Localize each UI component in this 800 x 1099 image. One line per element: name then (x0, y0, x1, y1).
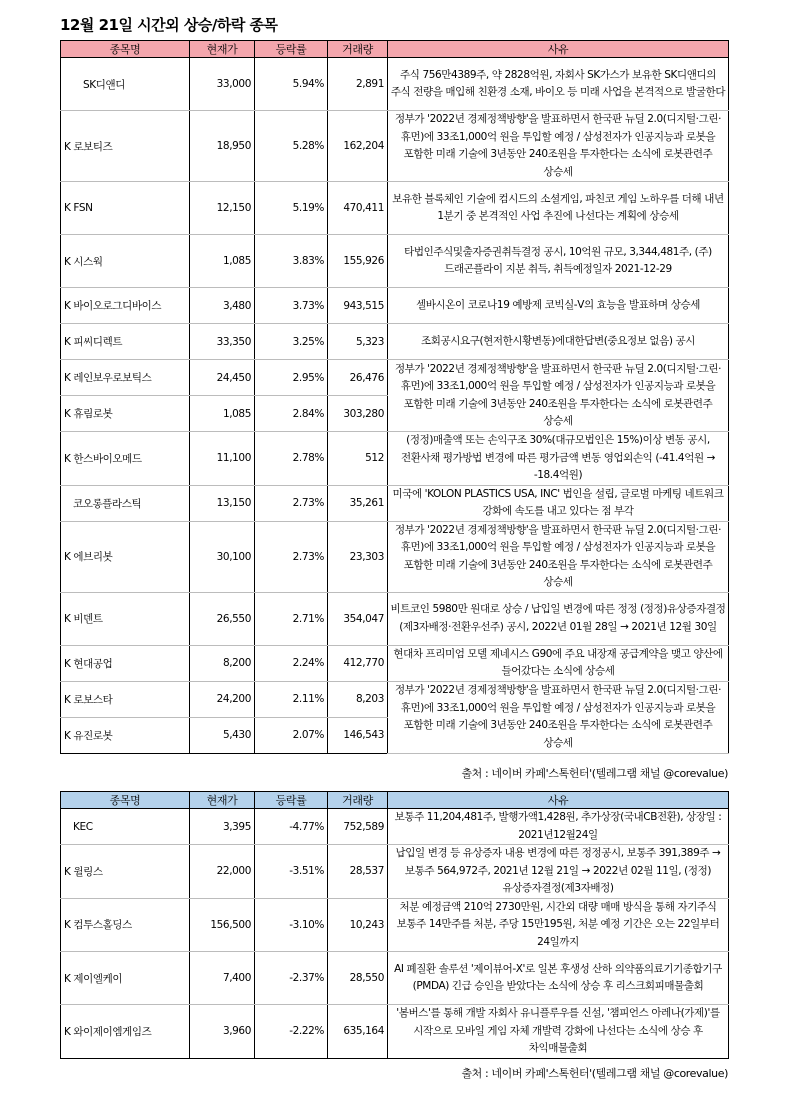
header-rate: 등락률 (255, 792, 328, 809)
stock-reason: 보통주 11,204,481주, 발행가액1,428원, 추가상장(국내CB전환), 상장일 : 2021년12월24일 (388, 809, 729, 845)
stock-rate: 2.24% (255, 645, 328, 681)
stock-name: K 피씨디렉트 (61, 324, 190, 360)
stock-price: 13,150 (190, 485, 255, 521)
stock-rate: -2.22% (255, 1005, 328, 1059)
stock-rate: -3.51% (255, 845, 328, 899)
stock-rate: 3.73% (255, 288, 328, 324)
stock-rate: 2.07% (255, 717, 328, 753)
stock-rate: 2.95% (255, 360, 328, 396)
table-row (61, 898, 729, 952)
stock-volume: 26,476 (328, 360, 388, 396)
stock-reason: 처분 예정금액 210억 2730만원, 시간외 대량 매매 방식을 통해 자기주식 보통주 14만주를 처분, 주당 15만195원, 처분 예정 기간은 오는 22일부터 24일까지 (388, 898, 729, 952)
stock-reason: 정부가 '2022년 경제정책방향'을 발표하면서 한국판 뉴딜 2.0(디지털·그린·휴먼)에 33조1,000억 원을 투입할 예정 / 삼성전자가 인공지능과 로봇을 포함한 미래 기술에 3년동안 240조원을 투자한다는 소식에 로봇관련주 상승세 (388, 111, 729, 182)
stock-name: K FSN (61, 182, 190, 235)
stock-volume: 943,515 (328, 288, 388, 324)
stock-name: KEC (61, 809, 190, 845)
stock-reason-merged: 정부가 '2022년 경제정책방향'을 발표하면서 한국판 뉴딜 2.0(디지털·그린·휴먼)에 33조1,000억 원을 투입할 예정 / 삼성전자가 인공지능과 로봇을 포함한 미래 기술에 3년동안 240조원을 투자한다는 소식에 로봇관련주 상승세 (388, 360, 729, 432)
stock-rate: -2.37% (255, 952, 328, 1005)
stock-name: K 시스웍 (61, 235, 190, 288)
header-name: 종목명 (61, 792, 190, 809)
stock-reason: 납입일 변경 등 유상증자 내용 변경에 따른 정정공시, 보통주 391,389주 → 보통주 564,972주, 2021년 12월 21일 → 2022년 02월 11일, (정정)유상증자결정(제3자배정) (388, 845, 729, 899)
header-price: 현재가 (190, 792, 255, 809)
table-row (61, 360, 729, 396)
stock-reason: AI 폐질환 솔루션 '제이뷰어-X'로 일본 후생성 산하 의약품의료기기종합기구(PMDA) 긴급 승인을 받았다는 소식에 상승 후 리스크회피매물출회 (388, 952, 729, 1005)
stock-reason: 셀바시온이 코로나19 예방제 코빅실-V의 효능을 발표하며 상승세 (388, 288, 729, 324)
stock-price: 8,200 (190, 645, 255, 681)
stock-name: K 로보티즈 (61, 111, 190, 182)
table-row (61, 809, 729, 845)
stock-reason: 비트코인 5980만 원대로 상승 / 납입일 변경에 따른 정정 (정정)유상증자결정(제3자배정·전환우선주) 공시, 2022년 01월 28일 → 2021년 12월 30일 (388, 592, 729, 645)
falling-stocks-table (60, 791, 729, 1059)
header-volume: 거래량 (328, 792, 388, 809)
stock-price: 33,350 (190, 324, 255, 360)
stock-name: 코오롱플라스틱 (61, 485, 190, 521)
table-row (61, 324, 729, 360)
stock-reason: 조회공시요구(현저한시황변동)에대한답변(중요정보 없음) 공시 (388, 324, 729, 360)
stock-name: K 에브리봇 (61, 521, 190, 592)
table-row (61, 432, 729, 486)
stock-volume: 28,537 (328, 845, 388, 899)
stock-reason: 정부가 '2022년 경제정책방향'을 발표하면서 한국판 뉴딜 2.0(디지털·그린·휴먼)에 33조1,000억 원을 투입할 예정 / 삼성전자가 인공지능과 로봇을 포함한 미래 기술에 3년동안 240조원을 투자한다는 소식에 로봇관련주 상승세 (388, 521, 729, 592)
stock-price: 5,430 (190, 717, 255, 753)
stock-price: 7,400 (190, 952, 255, 1005)
stock-price: 22,000 (190, 845, 255, 899)
stock-name: K 비덴트 (61, 592, 190, 645)
stock-volume: 752,589 (328, 809, 388, 845)
table-row (61, 288, 729, 324)
stock-name: K 현대공업 (61, 645, 190, 681)
stock-reason: 미국에 'KOLON PLASTICS USA, INC' 법인을 설립, 글로벌 마케팅 네트워크 강화에 속도를 내고 있다는 점 부각 (388, 485, 729, 521)
table-row (61, 58, 729, 111)
stock-volume: 412,770 (328, 645, 388, 681)
stock-price: 3,395 (190, 809, 255, 845)
table-header-row (61, 41, 729, 58)
table-row (61, 645, 729, 681)
stock-reason: 타법인주식및출자증권취득결정 공시, 10억원 규모, 3,344,481주, (주)드래곤플라이 지분 취득, 취득예정일자 2021-12-29 (388, 235, 729, 288)
stock-name: SK디앤디 (61, 58, 190, 111)
stock-reason: 현대차 프리미엄 모델 제네시스 G90에 주요 내장재 공급계약을 맺고 양산에 들어갔다는 소식에 상승세 (388, 645, 729, 681)
header-volume: 거래량 (328, 41, 388, 58)
stock-reason: 주식 756만4389주, 약 2828억원, 자회사 SK가스가 보유한 SK디앤디의 주식 전량을 매입해 친환경 소재, 바이오 등 미래 사업을 본격적으로 발굴한다 (388, 58, 729, 111)
stock-reason-merged: 정부가 '2022년 경제정책방향'을 발표하면서 한국판 뉴딜 2.0(디지털·그린·휴먼)에 33조1,000억 원을 투입할 예정 / 삼성전자가 인공지능과 로봇을 포함한 미래 기술에 3년동안 240조원을 투자한다는 소식에 로봇관련주 상승세 (388, 681, 729, 753)
stock-name: K 와이제이엠게임즈 (61, 1005, 190, 1059)
header-reason: 사유 (388, 792, 729, 809)
stock-price: 30,100 (190, 521, 255, 592)
table-row (61, 182, 729, 235)
stock-volume: 23,303 (328, 521, 388, 592)
stock-rate: 3.83% (255, 235, 328, 288)
stock-reason: '봄버스'를 통해 개발 자회사 유니플루우를 신설, '챔피언스 아레나(가제)'를 시작으로 모바일 게임 자체 개발력 강화에 나선다는 소식에 상승 후 차익매물출회 (388, 1005, 729, 1059)
stock-name: K 레인보우로보틱스 (61, 360, 190, 396)
stock-rate: 2.73% (255, 521, 328, 592)
stock-price: 33,000 (190, 58, 255, 111)
stock-rate: 3.25% (255, 324, 328, 360)
rising-stocks-table (60, 40, 729, 754)
stock-rate: 2.78% (255, 432, 328, 486)
stock-volume: 635,164 (328, 1005, 388, 1059)
stock-rate: 5.94% (255, 58, 328, 111)
stock-volume: 146,543 (328, 717, 388, 753)
table-row (61, 952, 729, 1005)
stock-price: 18,950 (190, 111, 255, 182)
stock-rate: -3.10% (255, 898, 328, 952)
stock-name: K 제이엘케이 (61, 952, 190, 1005)
stock-price: 3,480 (190, 288, 255, 324)
table-row (61, 235, 729, 288)
stock-price: 12,150 (190, 182, 255, 235)
stock-name: K 유진로봇 (61, 717, 190, 753)
stock-rate: 5.19% (255, 182, 328, 235)
stock-volume: 5,323 (328, 324, 388, 360)
stock-rate: 2.84% (255, 396, 328, 432)
stock-price: 3,960 (190, 1005, 255, 1059)
table-row (61, 592, 729, 645)
stock-reason: 보유한 블록체인 기술에 컴시드의 소셜게임, 파친코 게임 노하우를 더해 내년 1분기 중 본격적인 사업 추진에 나선다는 계획에 상승세 (388, 182, 729, 235)
page-title: 12월 21일 시간외 상승/하락 종목 (60, 16, 278, 34)
table-header-row (61, 792, 729, 809)
stock-volume: 35,261 (328, 485, 388, 521)
stock-name: K 한스바이오메드 (61, 432, 190, 486)
stock-name: K 윌링스 (61, 845, 190, 899)
stock-price: 1,085 (190, 235, 255, 288)
stock-price: 26,550 (190, 592, 255, 645)
stock-rate: 5.28% (255, 111, 328, 182)
stock-volume: 354,047 (328, 592, 388, 645)
stock-volume: 155,926 (328, 235, 388, 288)
stock-price: 24,200 (190, 681, 255, 717)
header-reason: 사유 (388, 41, 729, 58)
source-caption-rising: 출처 : 네이버 카페'스톡헌터'(텔레그램 채널 @corevalue) (461, 767, 728, 780)
stock-name: K 바이오로그디바이스 (61, 288, 190, 324)
stock-name: K 로보스타 (61, 681, 190, 717)
table-row (61, 1005, 729, 1059)
table-row (61, 845, 729, 899)
stock-price: 1,085 (190, 396, 255, 432)
stock-volume: 512 (328, 432, 388, 486)
stock-rate: 2.71% (255, 592, 328, 645)
stock-rate: 2.73% (255, 485, 328, 521)
stock-price: 24,450 (190, 360, 255, 396)
stock-price: 156,500 (190, 898, 255, 952)
stock-rate: -4.77% (255, 809, 328, 845)
stock-name: K 컴투스홀딩스 (61, 898, 190, 952)
table-row (61, 521, 729, 592)
stock-name: K 휴림로봇 (61, 396, 190, 432)
stock-price: 11,100 (190, 432, 255, 486)
header-rate: 등락률 (255, 41, 328, 58)
table-row (61, 485, 729, 521)
header-name: 종목명 (61, 41, 190, 58)
stock-rate: 2.11% (255, 681, 328, 717)
stock-volume: 2,891 (328, 58, 388, 111)
stock-volume: 8,203 (328, 681, 388, 717)
stock-volume: 10,243 (328, 898, 388, 952)
table-row (61, 111, 729, 182)
stock-volume: 470,411 (328, 182, 388, 235)
stock-volume: 162,204 (328, 111, 388, 182)
header-price: 현재가 (190, 41, 255, 58)
table-row (61, 681, 729, 717)
source-caption-falling: 출처 : 네이버 카페'스톡헌터'(텔레그램 채널 @corevalue) (461, 1067, 728, 1080)
stock-reason: (정정)매출액 또는 손익구조 30%(대규모법인은 15%)이상 변동 공시, 전환사채 평가방법 변경에 따른 평가금액 변동 영업외손익 (-41.4억원 → -18.4억원) (388, 432, 729, 486)
stock-volume: 28,550 (328, 952, 388, 1005)
stock-volume: 303,280 (328, 396, 388, 432)
